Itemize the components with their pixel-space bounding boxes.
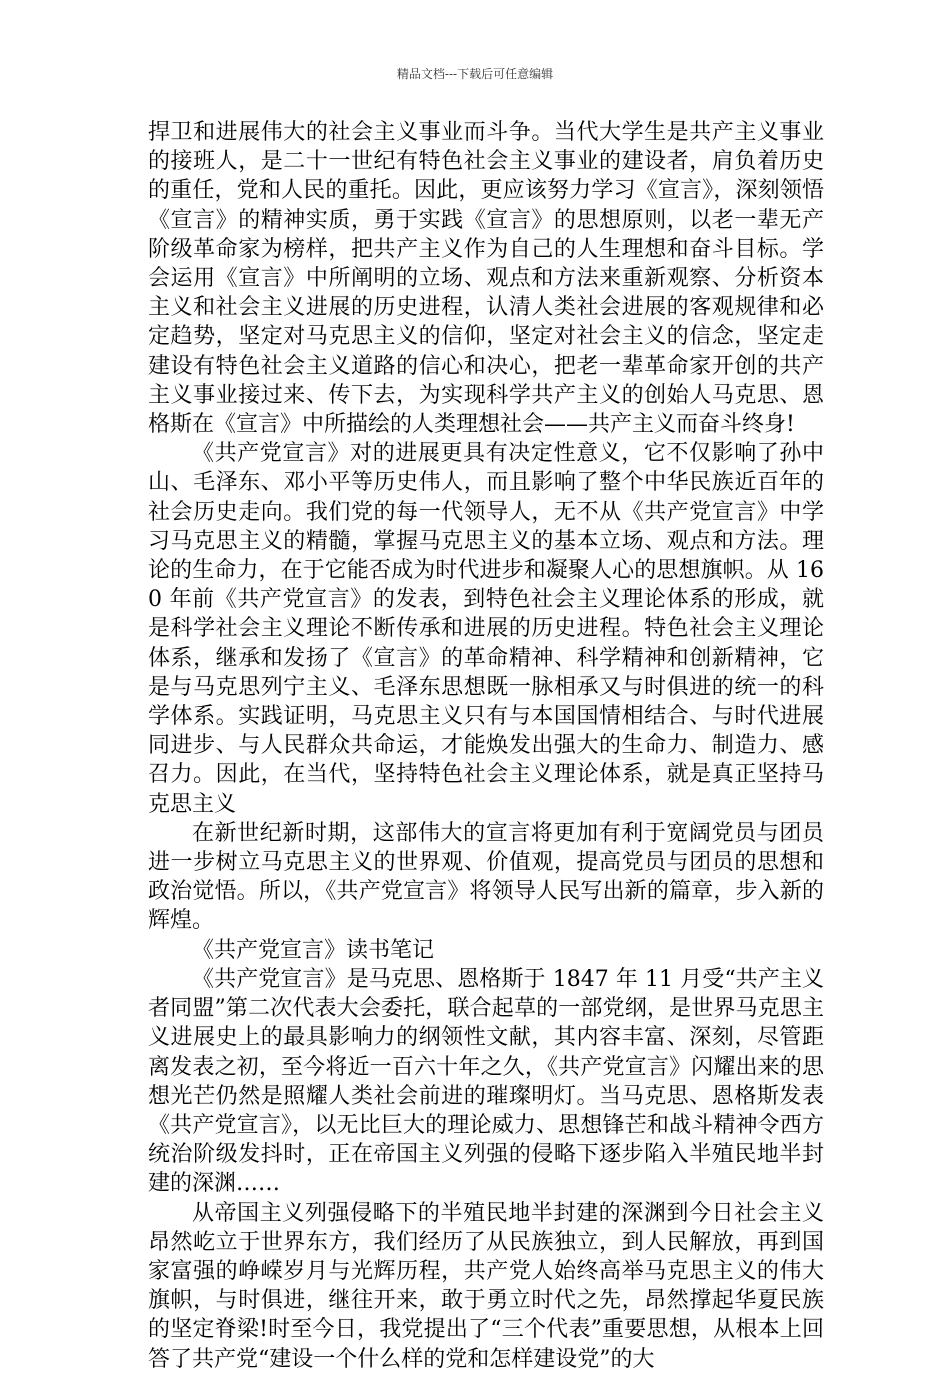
document-body xyxy=(148,118,824,1374)
paragraph-1: 捍卫和进展伟大的社会主义事业而斗争。当代大学生是共产主义事业的接班人，是二十一世纪有特色社会主义事业的建设者，肩负着历史的重任，党和人民的重托。因此，更应该努力学习《宣言》，深刻领悟《宣言》的精神实质，勇于实践《宣言》的思想原则，以老一辈无产阶级革命家为榜样，把共产主义作为自己的人生理想和奋斗目标。学会运用《宣言》中所阐明的立场、观点和方法来重新观察、分析资本主义和社会主义进展的历史进程，认清人类社会进展的客观规律和必定趋势，坚定对马克思主义的信仰，坚定对社会主义的信念，坚定走建设有特色社会主义道路的信心和决心，把老一辈革命家开创的共产主义事业接过来、传下去，为实现科学共产主义的创始人马克思、恩格斯在《宣言》中所描绘的人类理想社会——共产主义而奋斗终身! xyxy=(148,120,824,438)
paragraph-5: 从帝国主义列强侵略下的半殖民地半封建的深渊到今日社会主义昂然屹立于世界东方，我们经历了从民族独立，到人民解放，再到国家富强的峥嵘岁月与光辉历程，共产党人始终高举马克思主义的伟大旗帜，与时俱进，继往开来，敢于勇立时代之先，昂然撑起华夏民族的坚定脊梁!时至今日，我党提出了“三个代表”重要思想，从根本上回答了共产党“建设一个什么样的党和怎样建设党”的大 xyxy=(148,1200,824,1372)
paragraph-2: 《共产党宣言》对的进展更具有决定性意义，它不仅影响了孙中山、毛泽东、邓小平等历史伟人，而且影响了整个中华民族近百年的社会历史走向。我们党的每一代领导人，无不从《共产党宣言》中学习马克思主义的精髓，掌握马克思主义的基本立场、观点和方法。理论的生命力，在于它能否成为时代进步和凝聚人心的思想旗帜。从 160 年前《共产党宣言》的发表，到特色社会主义理论体系的形成，就是科学社会主义理论不断传承和进展的历史进程。特色社会主义理论体系，继承和发扬了《宣言》的革命精神、科学精神和创新精神，它是与马克思列宁主义、毛泽东思想既一脉相承又与时俱进的统一的科学体系。实践证明，马克思主义只有与本国国情相结合、与时代进展同进步、与人民群众共命运，才能焕发出强大的生命力、制造力、感召力。因此，在当代，坚持特色社会主义理论体系，就是真正坚持马克思主义 xyxy=(148,441,824,817)
page-header: 精品文档---下载后可任意编辑 xyxy=(396,67,554,81)
paragraph-3: 在新世纪新时期，这部伟大的宣言将更加有利于宽阔党员与团员进一步树立马克思主义的世界观、价值观，提高党员与团员的思想和政治觉悟。所以，《共产党宣言》将领导人民写出新的篇章，步入新的辉煌。 xyxy=(148,820,824,934)
section-title: 《共产党宣言》读书笔记 xyxy=(192,937,435,963)
paragraph-4: 《共产党宣言》是马克思、恩格斯于 1847 年 11 月受“共产主义者同盟”第二次代表大会委托，联合起草的一部党纲，是世界马克思主义进展史上的最具影响力的纲领性文献，其内容丰富、深刻，尽管距离发表之初，至今将近一百六十年之久，《共产党宣言》闪耀出来的思想光芒仍然是照耀人类社会前进的璀璨明灯。当马克思、恩格斯发表《共产党宣言》，以无比巨大的理论威力、思想锋芒和战斗精神令西方统治阶级发抖时，正在帝国主义列强的侵略下逐步陷入半殖民地半封建的深渊…… xyxy=(148,966,824,1197)
